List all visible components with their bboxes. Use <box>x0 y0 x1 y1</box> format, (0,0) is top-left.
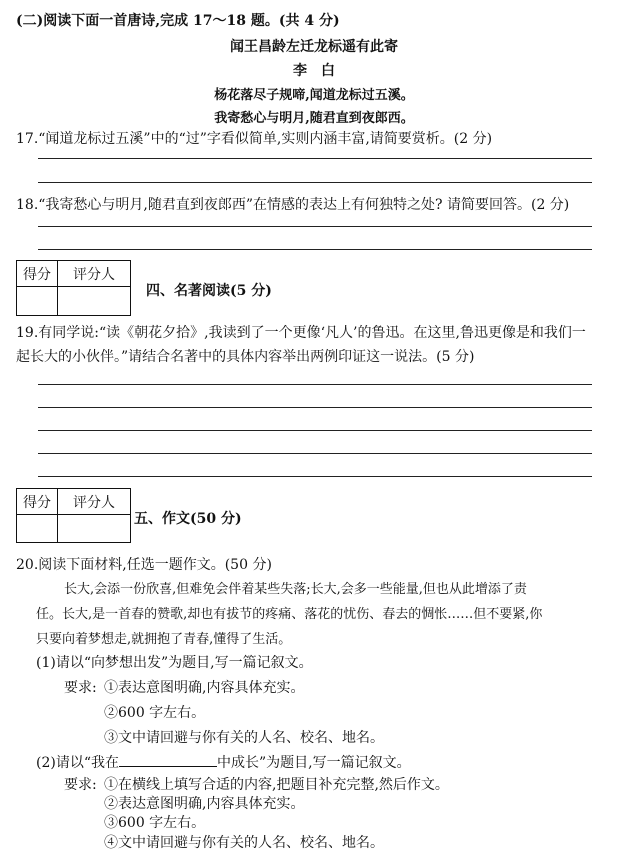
grader-cell <box>58 515 131 543</box>
material-line-3: 只要向着梦想走,就拥抱了青春,懂得了生活。 <box>36 632 292 647</box>
option-2-title-end: 中成长”为题目,写一篇记叙文。 <box>217 755 411 771</box>
answer-line[interactable] <box>38 407 592 408</box>
score-label: 得分 <box>17 261 58 287</box>
answer-line[interactable] <box>38 430 592 431</box>
grader-cell <box>58 287 131 316</box>
answer-line[interactable] <box>38 476 592 477</box>
requirement-item: ③文中请回避与你有关的人名、校名、地名。 <box>104 730 384 746</box>
section-header: (二)阅读下面一首唐诗,完成 17～18 题。(共 4 分) <box>16 13 340 29</box>
grader-label: 评分人 <box>58 489 131 515</box>
score-cell <box>17 515 58 543</box>
poem-author: 李 白 <box>293 63 335 79</box>
answer-line[interactable] <box>38 453 592 454</box>
answer-line[interactable] <box>38 226 592 227</box>
material-line-1: 长大,会添一份欣喜,但难免会伴着某些失落;长大,会多一些能量,但也从此增添了责 <box>64 582 527 597</box>
requirements-label: 要求: <box>64 777 97 793</box>
requirement-item: ④文中请回避与你有关的人名、校名、地名。 <box>104 835 384 851</box>
question-19-line-2: 起长大的小伙伴。”请结合名著中的具体内容举出两例印证这一说法。(5 分) <box>16 349 475 365</box>
answer-line[interactable] <box>38 249 592 250</box>
material-line-2: 任。长大,是一首春的赞歌,却也有拔节的疼痛、落花的忧伤、春去的惆怅……但不要紧,你 <box>36 607 543 622</box>
option-2-title <box>36 752 411 772</box>
poem-line-1: 杨花落尽子规啼,闻道龙标过五溪。 <box>214 88 414 103</box>
poem-line-2: 我寄愁心与明月,随君直到夜郎西。 <box>214 111 414 126</box>
answer-line[interactable] <box>38 384 592 385</box>
answer-line[interactable] <box>38 158 592 159</box>
question-20: 20.阅读下面材料,任选一题作文。(50 分) <box>16 557 272 573</box>
score-label: 得分 <box>17 489 58 515</box>
title-blank[interactable] <box>119 754 217 767</box>
section-4-title: 四、名著阅读(5 分) <box>146 283 272 299</box>
answer-line[interactable] <box>38 182 592 183</box>
requirement-item: ②600 字左右。 <box>104 705 206 721</box>
requirement-item: ①表达意图明确,内容具体充实。 <box>104 680 305 696</box>
requirement-item: ①在横线上填写合适的内容,把题目补充完整,然后作文。 <box>104 777 449 793</box>
score-box <box>16 260 131 316</box>
score-box <box>16 488 131 543</box>
section-5-title: 五、作文(50 分) <box>134 511 242 527</box>
question-19-line-1: 19.有同学说:“读《朝花夕拾》,我读到了一个更像‘凡人’的鲁迅。在这里,鲁迅更像是和我们一 <box>16 325 586 341</box>
option-2-title-start: (2)请以“我在 <box>36 755 119 771</box>
option-1-title: (1)请以“向梦想出发”为题目,写一篇记叙文。 <box>36 655 313 671</box>
requirements-label: 要求: <box>64 680 97 696</box>
score-cell <box>17 287 58 316</box>
question-17: 17.“闻道龙标过五溪”中的“过”字看似简单,实则内涵丰富,请简要赏析。(2 分) <box>16 131 493 147</box>
requirement-item: ③600 字左右。 <box>104 815 206 831</box>
grader-label: 评分人 <box>58 261 131 287</box>
requirement-item: ②表达意图明确,内容具体充实。 <box>104 796 305 812</box>
question-18: 18.“我寄愁心与明月,随君直到夜郎西”在情感的表达上有何独特之处? 请简要回答。(2 分) <box>16 197 570 213</box>
poem-title: 闻王昌龄左迁龙标遥有此寄 <box>230 39 398 55</box>
